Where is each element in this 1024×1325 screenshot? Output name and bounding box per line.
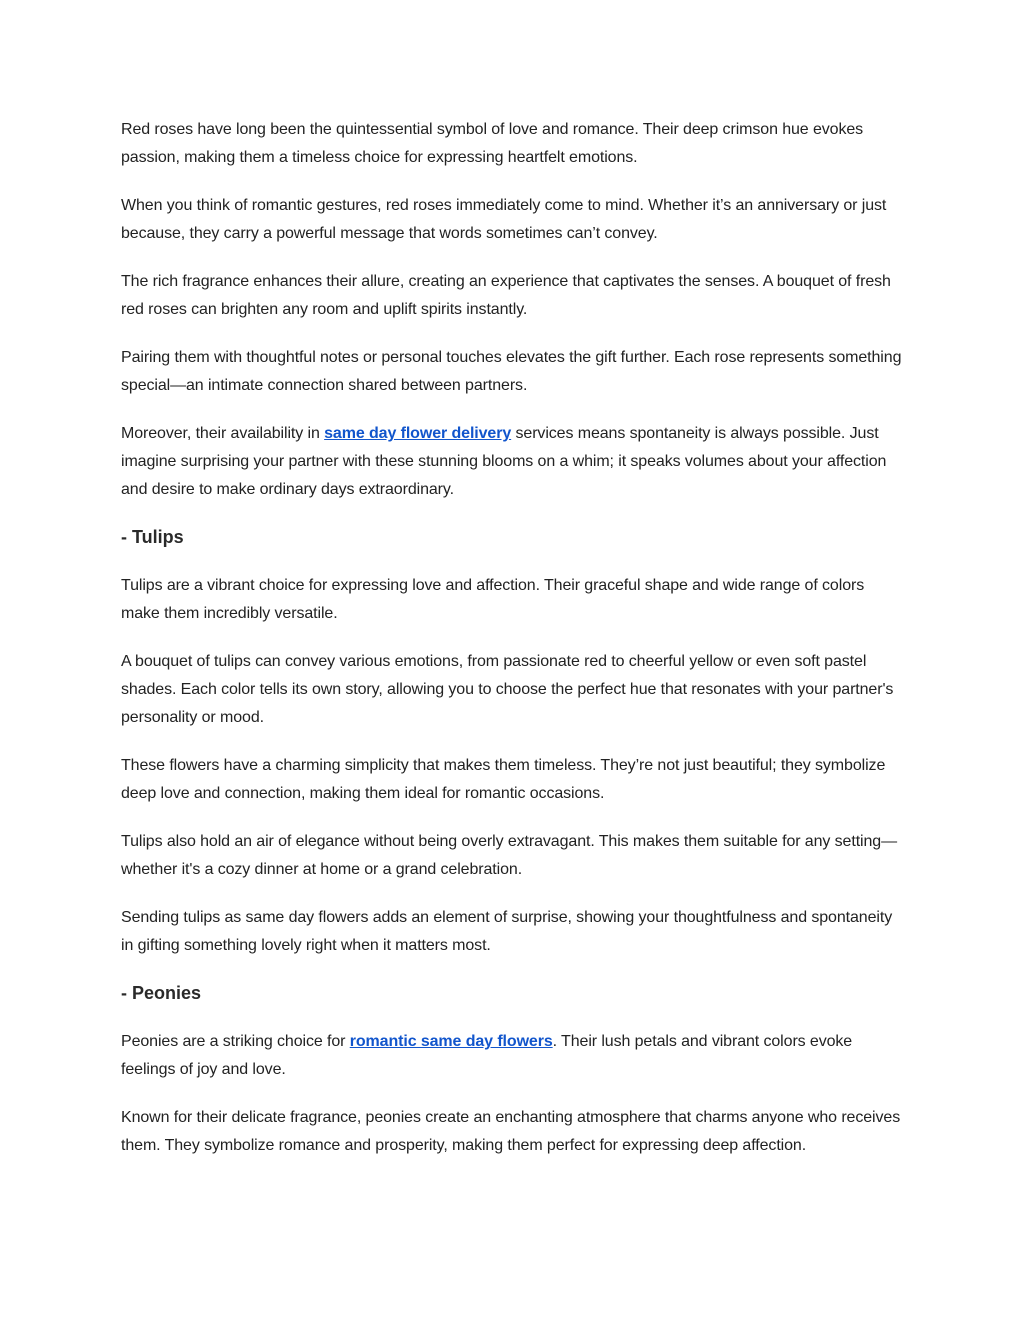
heading-tulips: - Tulips (121, 527, 184, 547)
paragraph-text: Peonies are a striking choice for (121, 1033, 350, 1050)
paragraph-text: . Their lush petals and vibrant colors evoke feelings of joy and love. (121, 1033, 853, 1078)
paragraph-text: services means spontaneity is always possible. Just imagine surprising your partner with these stunning blooms on a whim; it speaks volumes about your affection and desire to make ordinary days extraordinary. (121, 425, 887, 498)
paragraph-red-roses-gestures: When you think of romantic gestures, red roses immediately come to mind. Whether it’s an anniversary or just because, they carry a powerful message that words sometimes can’t convey. (121, 197, 887, 242)
paragraph-tulips-elegance: Tulips also hold an air of elegance without being overly extravagant. This makes them suitable for any setting—whether it's a cozy dinner at home or a grand celebration. (121, 833, 897, 878)
document-page (121, 116, 907, 1180)
paragraph-peonies-fragrance: Known for their delicate fragrance, peonies create an enchanting atmosphere that charms anyone who receives them. They symbolize romance and prosperity, making them perfect for expressing deep affection. (121, 1109, 901, 1154)
romantic-same-day-flowers-link[interactable]: romantic same day flowers (349, 1033, 553, 1050)
heading-peonies: - Peonies (121, 983, 202, 1003)
paragraph-red-roses-pairing: Pairing them with thoughtful notes or personal touches elevates the gift further. Each rose represents something special—an intimate connection shared between partners. (121, 349, 902, 394)
paragraph-red-roses-intro: Red roses have long been the quintessential symbol of love and romance. Their deep crimson hue evokes passion, making them a timeless choice for expressing heartfelt emotions. (121, 121, 864, 166)
paragraph-red-roses-availability (121, 420, 907, 504)
same-day-flower-delivery-link[interactable]: same day flower delivery (324, 425, 512, 442)
paragraph-peonies-intro (121, 1028, 907, 1084)
paragraph-red-roses-fragrance: The rich fragrance enhances their allure, creating an experience that captivates the senses. A bouquet of fresh red roses can brighten any room and uplift spirits instantly. (121, 273, 891, 318)
paragraph-tulips-simplicity: These flowers have a charming simplicity that makes them timeless. They’re not just beautiful; they symbolize deep love and connection, making them ideal for romantic occasions. (121, 757, 886, 802)
paragraph-text: Moreover, their availability in (121, 425, 325, 442)
paragraph-tulips-intro: Tulips are a vibrant choice for expressing love and affection. Their graceful shape and wide range of colors make them incredibly versatile. (121, 577, 865, 622)
paragraph-tulips-sending: Sending tulips as same day flowers adds an element of surprise, showing your thoughtfulness and spontaneity in gifting something lovely right when it matters most. (121, 909, 893, 954)
paragraph-tulips-colors: A bouquet of tulips can convey various emotions, from passionate red to cheerful yellow or even soft pastel shades. Each color tells its own story, allowing you to choose the perfect hue that resonates with your partner's personality or mood. (121, 653, 894, 726)
